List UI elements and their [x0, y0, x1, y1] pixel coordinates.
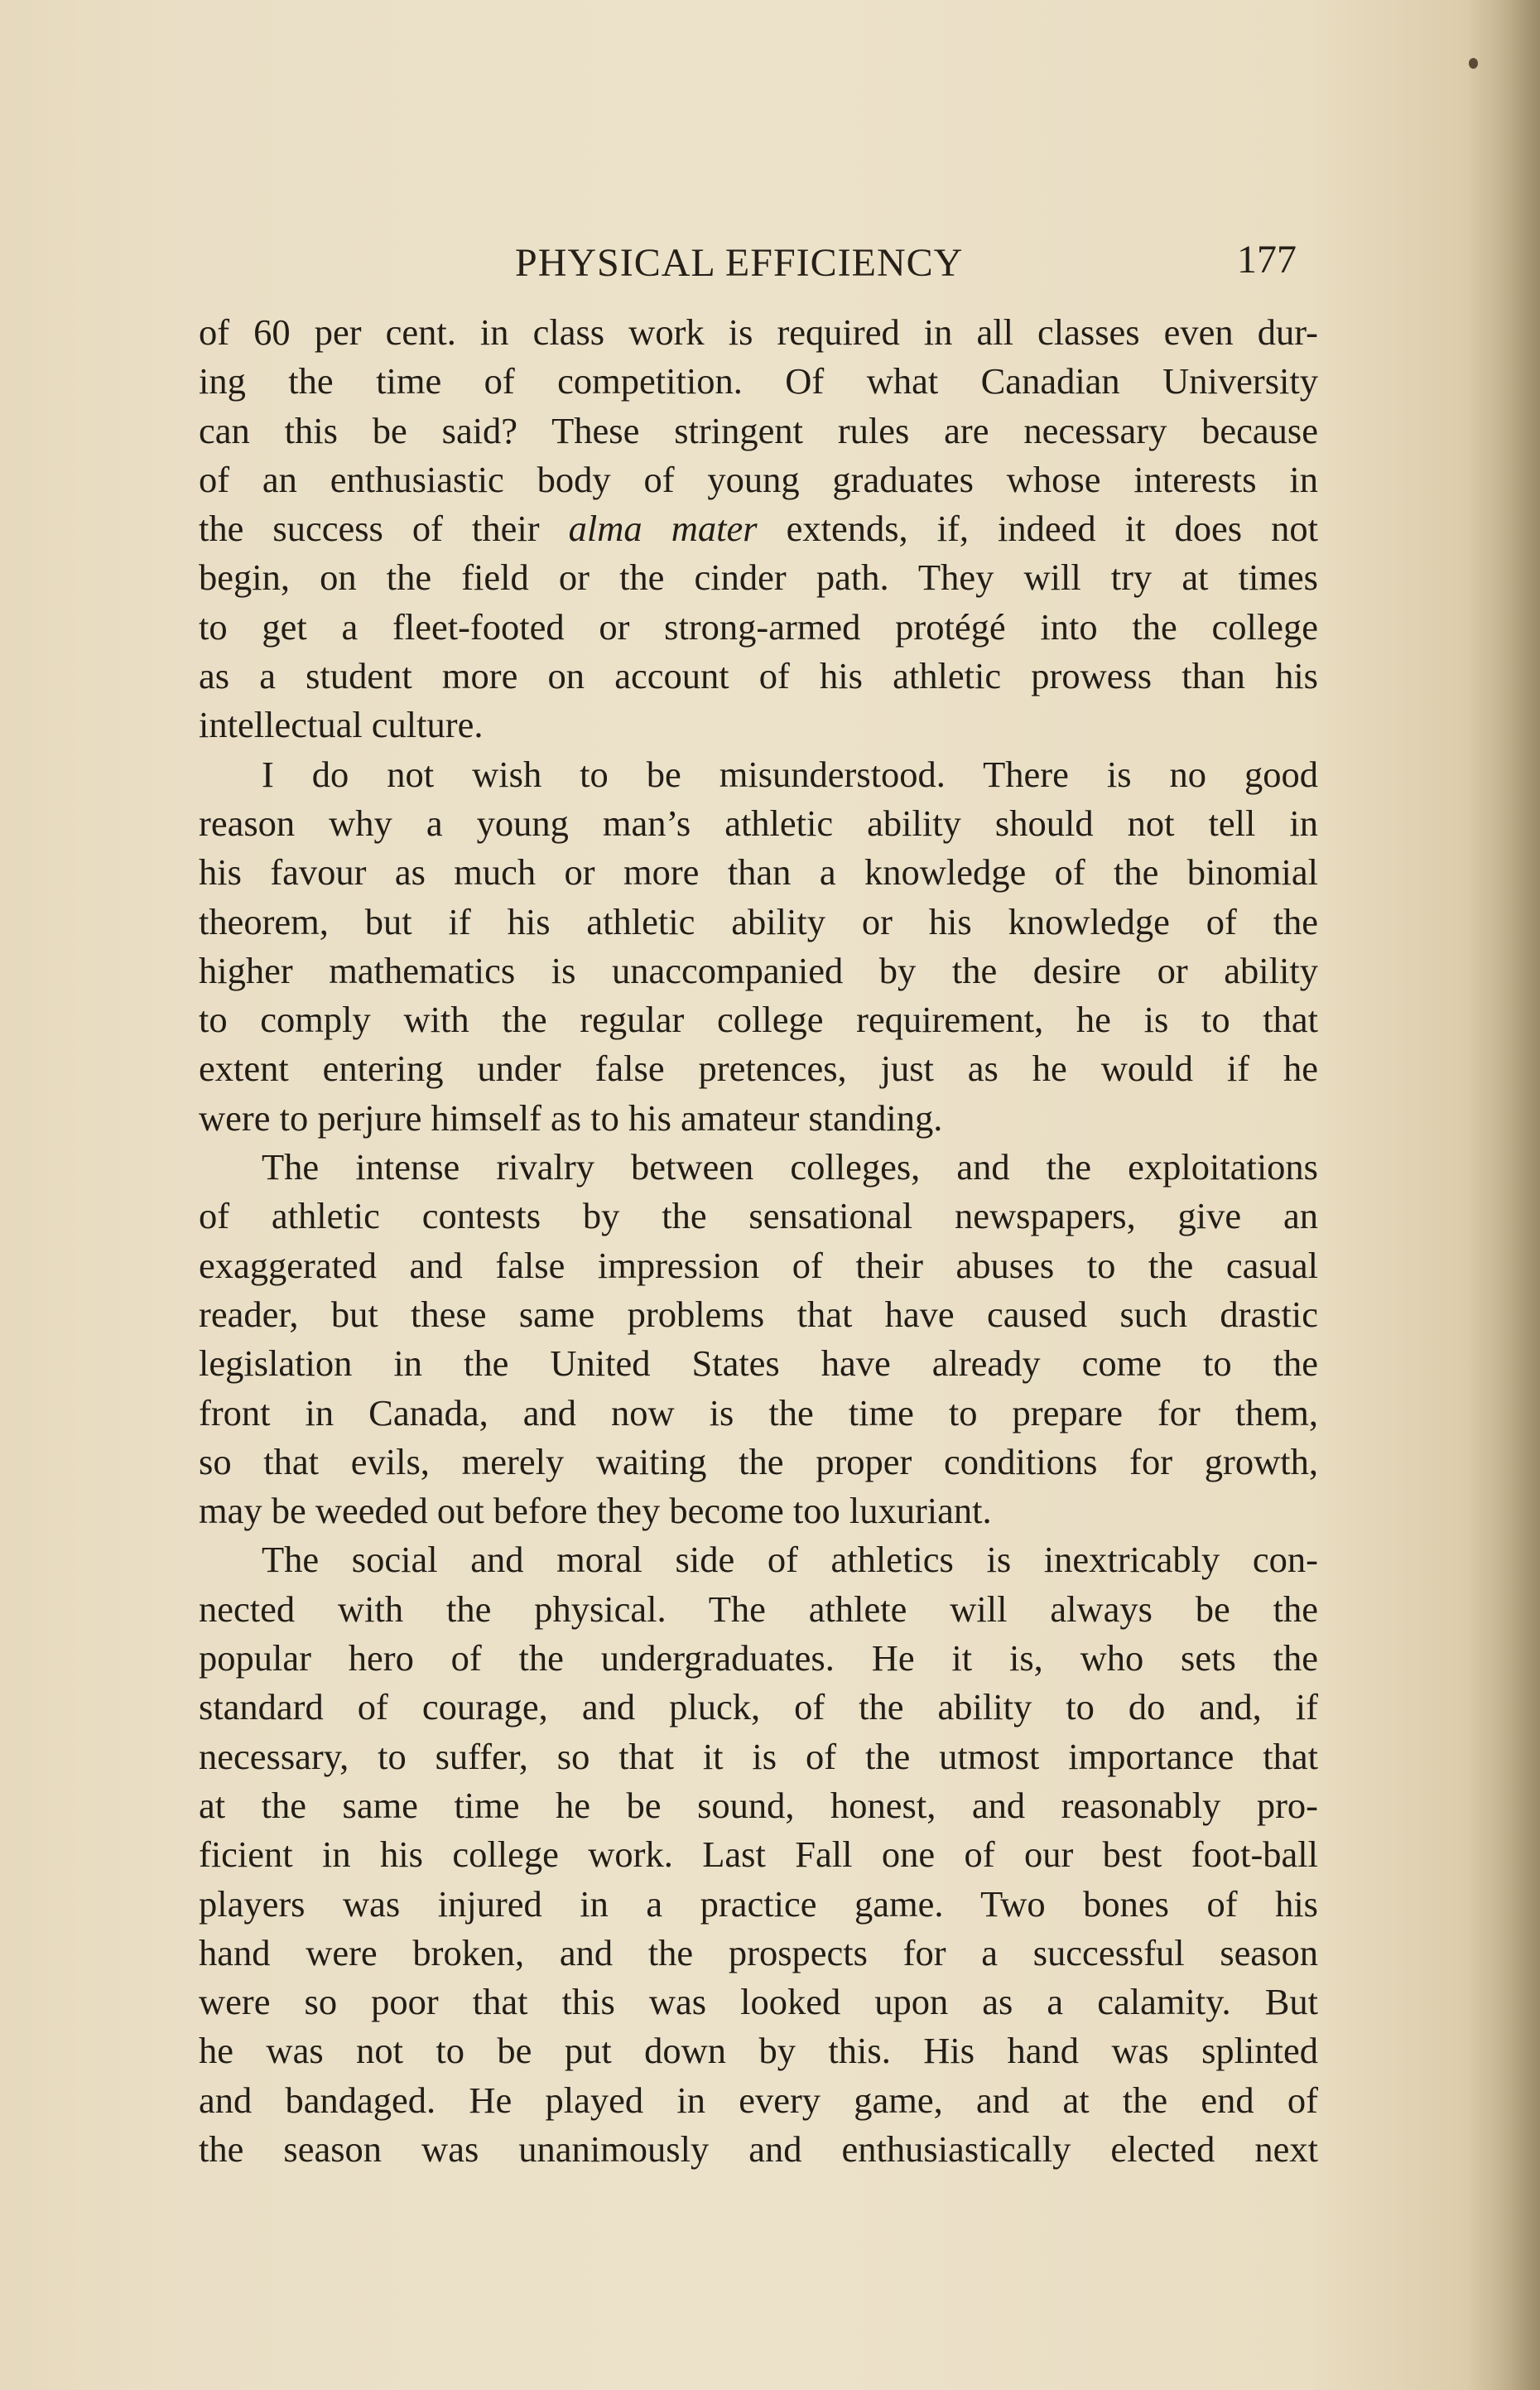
text-line: so that evils, merely waiting the proper conditions for growth,: [199, 1440, 1318, 1482]
running-title: PHYSICAL EFFICIENCY: [515, 241, 964, 285]
text-line: front in Canada, and now is the time to prepare for them,: [199, 1391, 1318, 1434]
text-line: the season was unanimously and enthusiastically elected next: [199, 2127, 1318, 2170]
page-number: 177: [1237, 238, 1297, 282]
text-line: exaggerated and false impression of their abuses to the casual: [199, 1244, 1318, 1286]
text-line: as a student more on account of his athletic prowess than his: [199, 655, 1318, 697]
text-line: were so poor that this was looked upon as a calamity. But: [199, 1981, 1318, 2023]
text-line: may be weeded out before they become too luxuriant.: [199, 1490, 992, 1532]
page-edge-shadow: [1465, 0, 1540, 2390]
text-line: ing the time of competition. Of what Canadian University: [199, 360, 1318, 402]
text-line: ficient in his college work. Last Fall one of our best foot-ball: [199, 1833, 1318, 1876]
text-line: of an enthusiastic body of young graduates whose interests in: [199, 458, 1318, 500]
text-line: extent entering under false pretences, just as he would if he: [199, 1048, 1318, 1090]
ink-speck: [1469, 58, 1478, 69]
text-line: The social and moral side of athletics is inextricably con-: [262, 1539, 1318, 1581]
text-line: legislation in the United States have already come to the: [199, 1342, 1318, 1385]
text-line: at the same time he be sound, honest, and reasonably pro-: [199, 1784, 1318, 1826]
text-line: were to perjure himself as to his amateur standing.: [199, 1096, 943, 1139]
text-line: hand were broken, and the prospects for a successful season: [199, 1931, 1318, 1973]
text-line: to get a fleet-footed or strong-armed protégé into the college: [199, 605, 1318, 648]
text-line: theorem, but if his athletic ability or his knowledge of the: [199, 900, 1318, 942]
text-line: popular hero of the undergraduates. He it is, who sets the: [199, 1637, 1318, 1679]
text-line: he was not to be put down by this. His hand was splinted: [199, 2030, 1318, 2072]
text-line: The intense rivalry between colleges, and the exploitations: [262, 1146, 1318, 1188]
text-line: intellectual culture.: [199, 704, 484, 746]
text-line: to comply with the regular college requirement, he is to that: [199, 999, 1318, 1041]
body-text: [199, 308, 1318, 2174]
text-line: reason why a young man’s athletic ability should not tell in: [199, 802, 1318, 844]
text-line: standard of courage, and pluck, of the ability to do and, if: [199, 1686, 1318, 1728]
text-line: begin, on the field or the cinder path. They will try at times: [199, 557, 1318, 599]
text-line: I do not wish to be misunderstood. There is no good: [262, 753, 1318, 795]
text-line: his favour as much or more than a knowledge of the binomial: [199, 851, 1318, 894]
text-line: can this be said? These stringent rules are necessary because: [199, 409, 1318, 451]
text-line: the success of their alma mater extends, if, indeed it does not: [199, 508, 1318, 550]
text-line: nected with the physical. The athlete will always be the: [199, 1588, 1318, 1630]
text-line: necessary, to suffer, so that it is of the utmost importance that: [199, 1735, 1318, 1777]
text-line: higher mathematics is unaccompanied by the desire or ability: [199, 949, 1318, 991]
text-line: reader, but these same problems that have caused such drastic: [199, 1293, 1318, 1335]
text-line: of athletic contests by the sensational newspapers, give an: [199, 1195, 1318, 1237]
text-line: players was injured in a practice game. Two bones of his: [199, 1882, 1318, 1925]
text-line: and bandaged. He played in every game, and at the end of: [199, 2079, 1318, 2121]
running-head: [199, 234, 1308, 300]
text-line: of 60 per cent. in class work is required in all classes even dur-: [199, 311, 1318, 353]
